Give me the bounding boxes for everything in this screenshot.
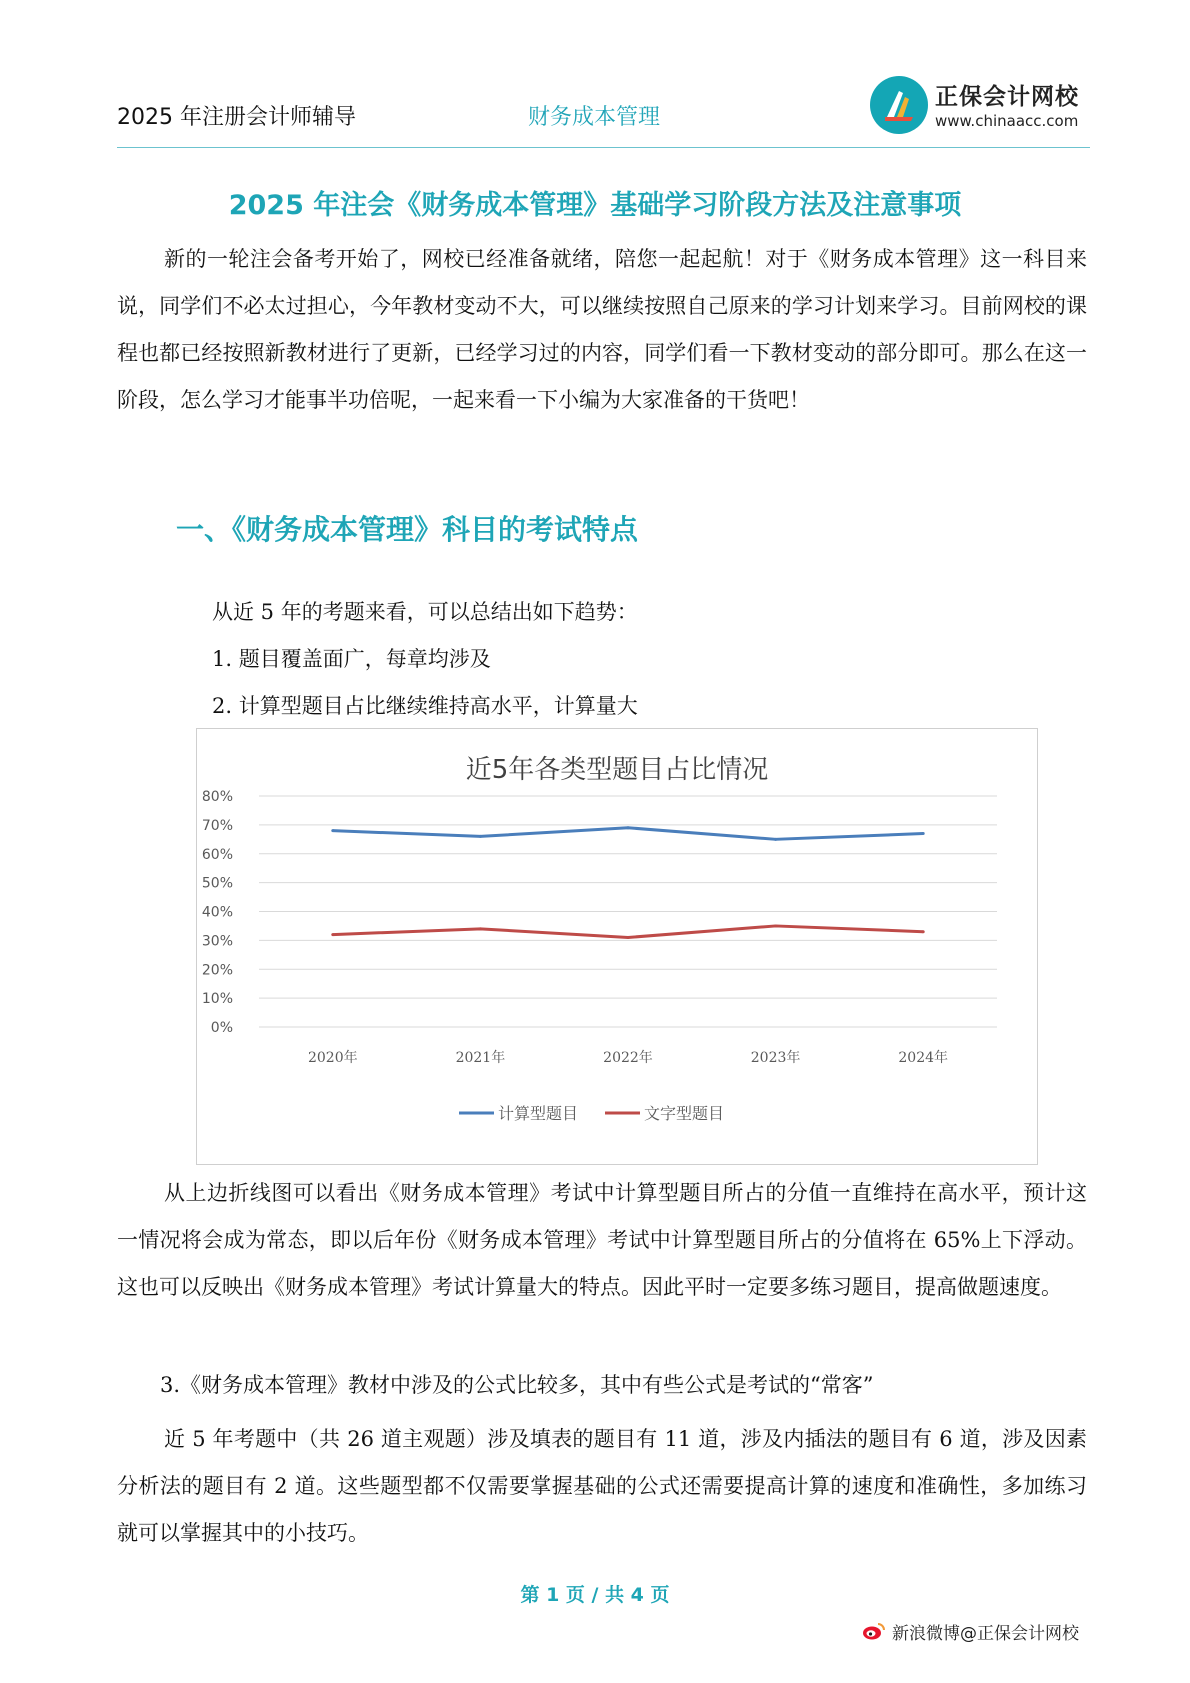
data-point: [627, 936, 630, 939]
chart-title: 近5年各类型题目占比情况: [465, 755, 769, 785]
legend-label: 计算型题目: [498, 1104, 579, 1123]
intro-paragraph: 新的一轮注会备考开始了，网校已经准备就绪，陪您一起起航！对于《财务成本管理》这一科目来说，同学们不必太过担心，今年教材变动不大，可以继续按照自己原来的学习计划来学习。目前网校的课程也都已经按照新教材进行了更新，已经学习过的内容，同学们看一下教材变动的部分即可。那么在这一阶段，怎么学习才能事半功倍呢，一起来看一下小编为大家准备的干货吧！: [117, 247, 1087, 412]
line-chart: [196, 728, 1038, 1165]
data-point: [331, 829, 334, 832]
document-title: 2025 年注会《财务成本管理》基础学习阶段方法及注意事项: [228, 190, 962, 221]
logo-url: www.chinaacc.com: [935, 112, 1079, 130]
trend-intro: 从近 5 年的考题来看，可以总结出如下趋势：: [212, 600, 638, 624]
series-line-2: [333, 926, 923, 938]
y-tick-label: 80%: [201, 789, 233, 805]
data-point: [774, 924, 777, 927]
section-heading: 一、《财务成本管理》科目的考试特点: [176, 513, 639, 546]
data-point: [774, 838, 777, 841]
data-point: [922, 930, 925, 933]
data-point: [331, 933, 334, 936]
y-tick-label: 60%: [201, 846, 233, 863]
header-subject-label: 财务成本管理: [528, 105, 661, 130]
trend-point-1: 1. 题目覆盖面广，每章均涉及: [212, 647, 491, 671]
y-tick-label: 50%: [201, 875, 233, 892]
page-number: 第 1 页 / 共 4 页: [520, 1584, 670, 1606]
y-tick-label: 10%: [201, 991, 233, 1008]
chart-analysis-paragraph: 从上边折线图可以看出《财务成本管理》考试中计算型题目所占的分值一直维持在高水平，预计这一情况将会成为常态，即以后年份《财务成本管理》考试中计算型题目所占的分值将在 65%上下浮动。这也可以反映出《财务成本管理》考试计算量大的特点。因此平时一定要多练习题目，提高做题速度。: [117, 1181, 1087, 1299]
data-point: [627, 826, 630, 829]
data-point: [479, 927, 482, 930]
data-point: [922, 832, 925, 835]
weibo-credit: [862, 1617, 1092, 1647]
chart-plot: [197, 729, 1037, 1164]
brand-logo: [870, 72, 1100, 138]
logo-icon: [870, 76, 928, 134]
formula-detail-paragraph: 近 5 年考题中（共 26 道主观题）涉及填表的题目有 11 道，涉及内插法的题目有 6 道，涉及因素分析法的题目有 2 道。这些题型都不仅需要掌握基础的公式还需要提高计算的速度和准确性，多加练习就可以掌握其中的小技巧。: [117, 1427, 1087, 1545]
trend-point-2: 2. 计算型题目占比继续维持高水平，计算量大: [212, 694, 638, 718]
x-tick-label: 2024年: [898, 1050, 949, 1066]
legend-label: 文字型题目: [644, 1104, 725, 1123]
x-tick-label: 2021年: [455, 1050, 506, 1066]
header-divider: [117, 147, 1090, 148]
y-tick-label: 40%: [201, 904, 233, 921]
x-tick-label: 2023年: [750, 1050, 801, 1066]
weibo-icon: [862, 1621, 886, 1641]
weibo-text: 新浪微博@正保会计网校: [892, 1624, 1079, 1644]
header-course-label: 2025 年注册会计师辅导: [117, 105, 356, 130]
series-line-1: [333, 828, 923, 840]
x-tick-label: 2022年: [603, 1050, 653, 1066]
x-tick-label: 2020年: [307, 1050, 358, 1066]
y-tick-label: 70%: [201, 817, 233, 834]
data-point: [479, 835, 482, 838]
y-tick-label: 0%: [210, 1020, 233, 1036]
y-tick-label: 20%: [201, 962, 233, 979]
y-tick-label: 30%: [201, 933, 233, 950]
trend-point-3: 3.《财务成本管理》教材中涉及的公式比较多，其中有些公式是考试的“常客”: [160, 1373, 874, 1397]
logo-name: 正保会计网校: [935, 84, 1079, 110]
